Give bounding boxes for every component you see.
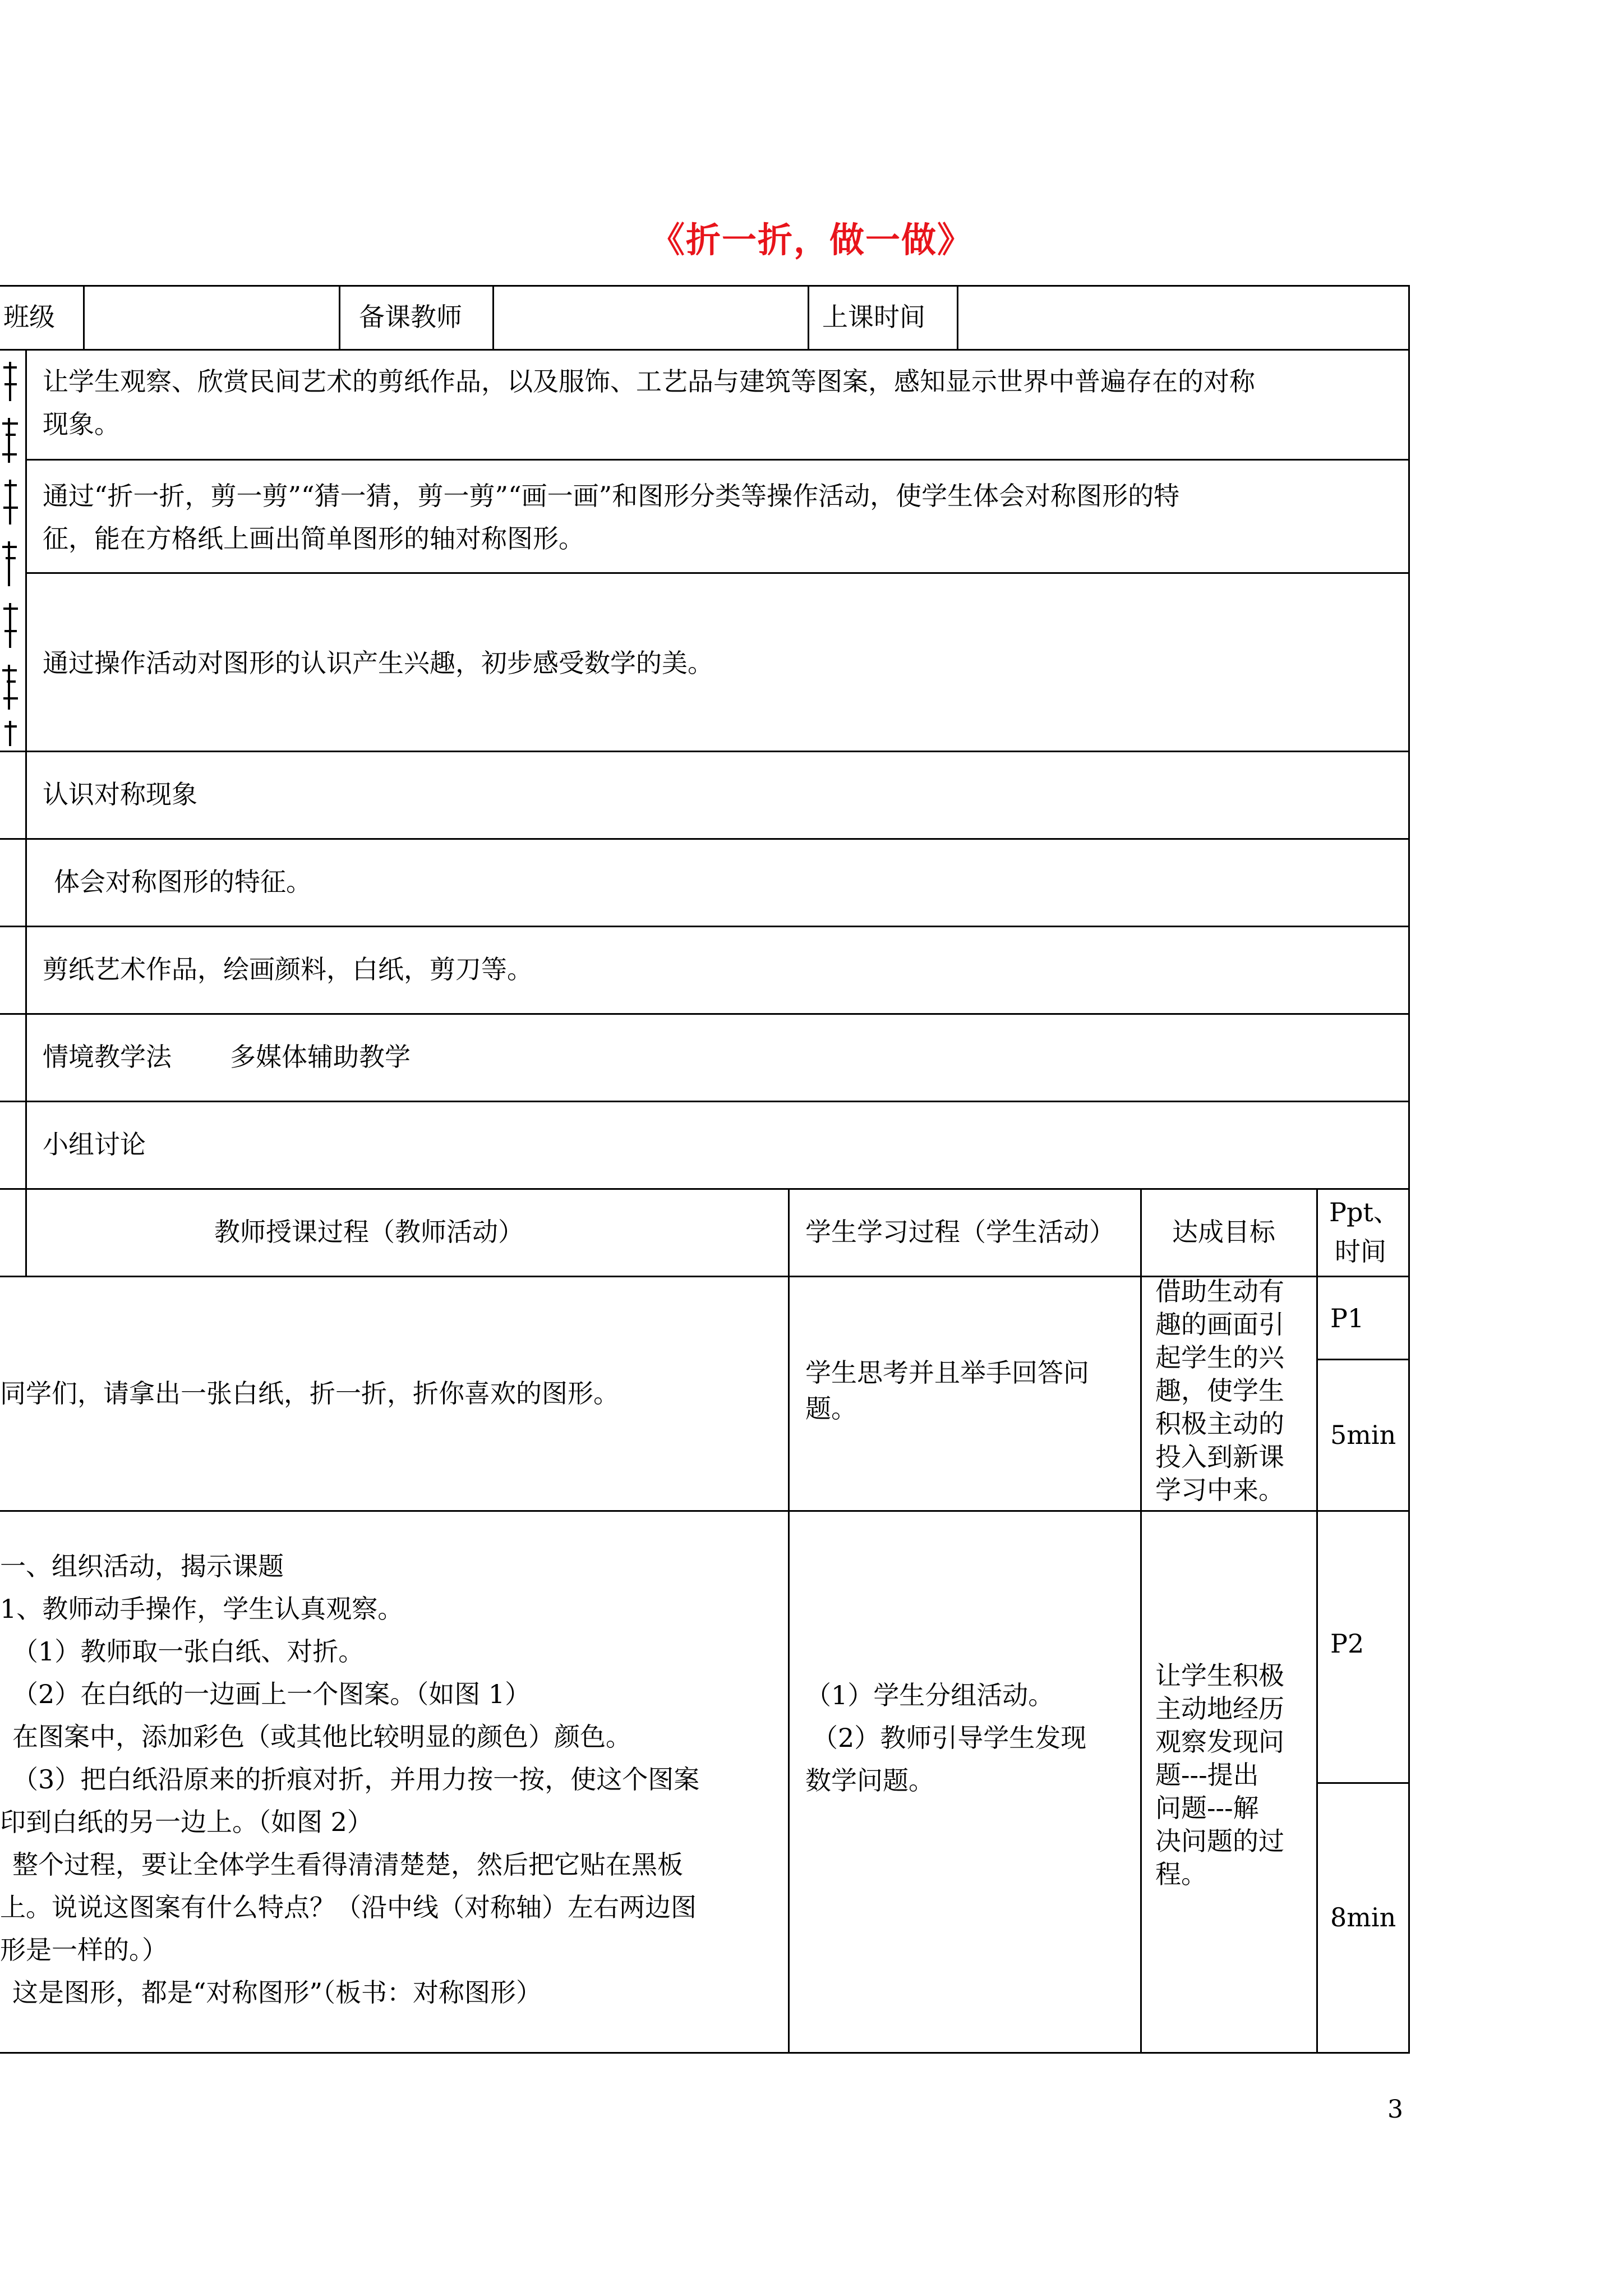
step2-teacher-line: （1）教师取一张白纸、对折。 (12, 1636, 365, 1667)
step1-teacher-activity: 同学们，请拿出一张白纸，折一折，折你喜欢的图形。 (0, 1378, 619, 1409)
key-point: 认识对称现象 (43, 779, 197, 809)
step2-ppt: P2 (1330, 1628, 1364, 1659)
step2-student-activity (805, 1674, 1136, 1802)
header-time: 时间 (1335, 1236, 1386, 1267)
step2-goal-line: 主动地经历 (1155, 1694, 1284, 1724)
header-teacher-activity: 教师授课过程（教师活动） (214, 1217, 524, 1247)
class-label: 班级 (3, 302, 55, 332)
step2-time: 8min (1330, 1902, 1396, 1932)
step2-goal-line: 题---提出 (1155, 1760, 1259, 1790)
step2-goal-line: 程。 (1155, 1859, 1207, 1889)
step1-goal-line: 趣的画面引 (1155, 1309, 1284, 1340)
step1-goal (1155, 1275, 1312, 1507)
objective-process-line2: 征，能在方格纸上画出简单图形的轴对称图形。 (43, 523, 584, 554)
step2-teacher-line: 形是一样的。） (0, 1935, 168, 1965)
header-student-activity: 学生学习过程（学生活动） (805, 1217, 1115, 1247)
difficult-point: 体会对称图形的特征。 (54, 867, 312, 897)
step1-goal-line: 积极主动的 (1155, 1409, 1284, 1439)
header-goal: 达成目标 (1172, 1217, 1275, 1247)
step2-teacher-line: 印到白纸的另一边上。（如图 2） (0, 1807, 373, 1837)
objective-process-line1: 通过“折一折，剪一剪”“猜一猜，剪一剪”“画一画”和图形分类等操作活动，使学生体会对称图形的特 (43, 481, 1180, 511)
objective-knowledge-line2: 现象。 (43, 409, 120, 439)
step2-goal-line: 观察发现问 (1155, 1727, 1284, 1757)
teaching-materials: 剪纸艺术作品，绘画颜料，白纸，剪刀等。 (43, 954, 533, 984)
header-ppt: Ppt、 (1329, 1197, 1399, 1227)
teaching-method-1: 情境教学法 (43, 1042, 172, 1072)
step2-goal (1155, 1659, 1312, 1891)
objective-emotion: 通过操作活动对图形的认识产生兴趣，初步感受数学的美。 (43, 648, 713, 678)
step1-goal-line: 投入到新课 (1155, 1442, 1284, 1472)
step2-teacher-line: 在图案中，添加彩色（或其他比较明显的颜色）颜色。 (12, 1722, 631, 1752)
step2-teacher-line: 整个过程，要让全体学生看得清清楚楚，然后把它贴在黑板 (12, 1849, 683, 1880)
step1-goal-line: 起学生的兴 (1155, 1342, 1284, 1373)
step1-student-line1: 学生思考并且举手回答问 (805, 1358, 1089, 1388)
step2-student-line: （1）学生分组活动。 (805, 1680, 1054, 1710)
step1-goal-line: 趣，使学生 (1155, 1375, 1284, 1406)
step1-ppt: P1 (1330, 1303, 1364, 1333)
step1-time: 5min (1330, 1420, 1396, 1450)
step2-student-line: 数学问题。 (805, 1765, 934, 1796)
learning-method: 小组讨论 (43, 1129, 146, 1159)
step2-goal-line: 让学生积极 (1155, 1660, 1284, 1691)
step1-goal-line: 学习中来。 (1155, 1475, 1284, 1505)
step2-teacher-line: （2）在白纸的一边画上一个图案。（如图 1） (12, 1679, 531, 1709)
step2-goal-line: 问题---解 (1155, 1793, 1259, 1823)
step2-teacher-line: （3）把白纸沿原来的折痕对折，并用力按一按，使这个图案 (12, 1764, 700, 1795)
step2-goal-line: 决问题的过 (1155, 1826, 1284, 1856)
step2-teacher-line: 1、教师动手操作，学生认真观察。 (0, 1594, 404, 1624)
step2-teacher-line: 上。说说这图案有什么特点？（沿中线（对称轴）左右两边图 (0, 1892, 697, 1922)
step2-teacher-line: 一、组织活动，揭示课题 (0, 1551, 284, 1581)
step2-student-line: （2）教师引导学生发现 (812, 1723, 1087, 1753)
page-title: 《折一折，做一做》 (649, 219, 973, 260)
page-number: 3 (1387, 2095, 1403, 2124)
step1-student-line2: 题。 (805, 1393, 857, 1424)
step1-goal-line: 借助生动有 (1155, 1276, 1284, 1306)
objective-knowledge-line1: 让学生观察、欣赏民间艺术的剪纸作品，以及服饰、工艺品与建筑等图案，感知显示世界中普遍存在的对称 (43, 366, 1255, 397)
teaching-method-2: 多媒体辅助教学 (230, 1042, 411, 1072)
clipped-label-column (0, 351, 25, 749)
step2-teacher-activity (0, 1545, 785, 2014)
time-label: 上课时间 (822, 302, 925, 332)
step2-teacher-line: 这是图形，都是“对称图形”（板书：对称图形） (12, 1977, 542, 2008)
teacher-label: 备课教师 (359, 302, 462, 332)
